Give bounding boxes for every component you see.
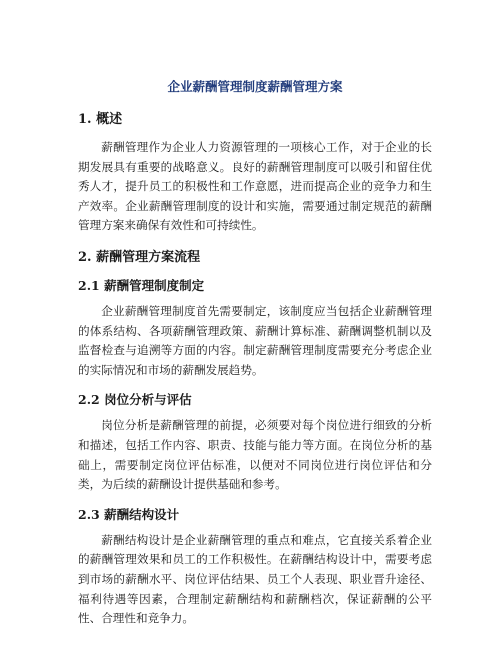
subsection-heading-structure: 2.3 薪酬结构设计	[78, 506, 180, 522]
paragraph-policy: 企业薪酬管理制度首先需要制定，该制度应当包括企业薪酬管理的体系结构、各项薪酬管理政策、薪酬计算标准、薪酬调整机制以及监督检查与追溯等方面的内容。制定薪酬管理制度需要充分考虑企业的实际情况和市场的薪酬发展趋势。	[78, 303, 432, 377]
section-process	[78, 248, 432, 629]
paragraph-overview: 薪酬管理作为企业人力资源管理的一项核心工作，对于企业的长期发展具有重要的战略意义。良好的薪酬管理制度可以吸引和留住优秀人才，提升员工的积极性和工作意愿，进而提高企业的竞争力和生产效率。企业薪酬管理制度的设计和实施，需要通过制定规范的薪酬管理方案来确保有效性和可持续性。	[78, 140, 432, 233]
paragraph-job-analysis: 岗位分析是薪酬管理的前提，必须要对每个岗位进行细致的分析和描述，包括工作内容、职责、技能与能力等方面。在岗位分析的基础上，需要制定岗位评估标准，以便对不同岗位进行岗位评估和分类，为后续的薪酬设计提供基础和参考。	[78, 418, 432, 492]
section-overview	[78, 110, 432, 236]
subsection-heading-job-analysis: 2.2 岗位分析与评估	[78, 392, 192, 408]
paragraph-structure: 薪酬结构设计是企业薪酬管理的重点和难点，它直接关系着企业的薪酬管理效果和员工的工作积极性。在薪酬结构设计中，需要考虑到市场的薪酬水平、岗位评估结果、员工个人表现、职业晋升途径、福利待遇等因素，合理制定薪酬结构和薪酬档次，保证薪酬的公平性、合理性和竞争力。	[78, 532, 432, 626]
section-heading-overview: 1. 概述	[78, 112, 123, 127]
subsection-heading-policy: 2.1 薪酬管理制度制定	[78, 277, 205, 293]
document-title: 企业薪酬管理制度薪酬管理方案	[167, 79, 343, 94]
section-heading-process: 2. 薪酬管理方案流程	[78, 249, 201, 265]
